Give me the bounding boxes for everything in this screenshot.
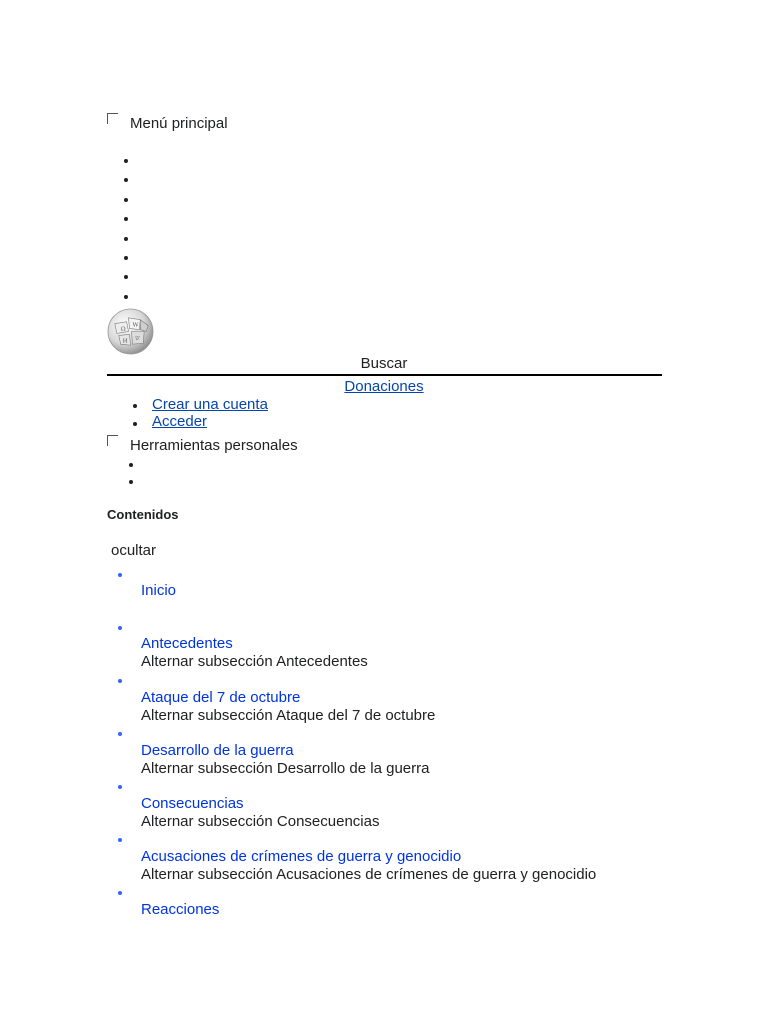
- svg-text:И: И: [122, 338, 128, 345]
- main-menu-checkbox[interactable]: [107, 113, 118, 124]
- create-account-link[interactable]: Crear una cuenta: [152, 396, 268, 413]
- toc-item-acusaciones[interactable]: Acusaciones de crímenes de guerra y genocidio: [141, 848, 462, 865]
- toc-toggle-consecuencias[interactable]: Alternar subsección Consecuencias: [141, 813, 380, 830]
- list-item[interactable]: [124, 159, 128, 163]
- search-label[interactable]: Buscar: [360, 355, 408, 372]
- list-item[interactable]: [129, 463, 133, 467]
- toc-bullet: [118, 891, 122, 895]
- toc-toggle-acusaciones[interactable]: Alternar subsección Acusaciones de crímenes de guerra y genocidio: [141, 866, 597, 883]
- toc-item-reacciones[interactable]: Reacciones: [141, 901, 220, 918]
- search-input-underline[interactable]: [107, 374, 662, 376]
- toc-toggle-desarrollo[interactable]: Alternar subsección Desarrollo de la guerra: [141, 760, 430, 777]
- login-link[interactable]: Acceder: [152, 413, 208, 430]
- list-item[interactable]: [124, 237, 128, 241]
- toc-title: Contenidos: [107, 507, 179, 522]
- list-item[interactable]: [124, 295, 128, 299]
- donate-link[interactable]: Donaciones: [344, 378, 424, 395]
- list-item[interactable]: [124, 178, 128, 182]
- toc-hide-button[interactable]: ocultar: [111, 542, 157, 559]
- svg-text:Ω: Ω: [120, 326, 126, 333]
- toc-item-inicio[interactable]: Inicio: [141, 582, 177, 599]
- toc-bullet: [118, 679, 122, 683]
- toc-toggle-ataque[interactable]: Alternar subsección Ataque del 7 de octubre: [141, 707, 436, 724]
- list-item: [133, 422, 137, 426]
- toc-bullet: [118, 785, 122, 789]
- toc-item-desarrollo[interactable]: Desarrollo de la guerra: [141, 742, 294, 759]
- toc-bullet: [118, 573, 122, 577]
- main-menu-label[interactable]: Menú principal: [130, 115, 228, 132]
- svg-text:W: W: [132, 322, 139, 329]
- toc-item-ataque[interactable]: Ataque del 7 de octubre: [141, 689, 301, 706]
- wikipedia-globe-icon[interactable]: [107, 308, 154, 355]
- personal-tools-label[interactable]: Herramientas personales: [130, 437, 298, 454]
- donate-row: [107, 378, 661, 396]
- list-item[interactable]: [129, 480, 133, 484]
- toc-item-antecedentes[interactable]: Antecedentes: [141, 635, 233, 652]
- list-item[interactable]: [124, 256, 128, 260]
- svg-text:ש: ש: [135, 335, 140, 342]
- toc-bullet: [118, 626, 122, 630]
- list-item[interactable]: [124, 198, 128, 202]
- toc-toggle-antecedentes[interactable]: Alternar subsección Antecedentes: [141, 653, 368, 670]
- list-item[interactable]: [124, 217, 128, 221]
- list-item: [133, 404, 137, 408]
- list-item[interactable]: [124, 275, 128, 279]
- toc-bullet: [118, 732, 122, 736]
- personal-tools-checkbox[interactable]: [107, 435, 118, 446]
- toc-bullet: [118, 838, 122, 842]
- toc-item-consecuencias[interactable]: Consecuencias: [141, 795, 244, 812]
